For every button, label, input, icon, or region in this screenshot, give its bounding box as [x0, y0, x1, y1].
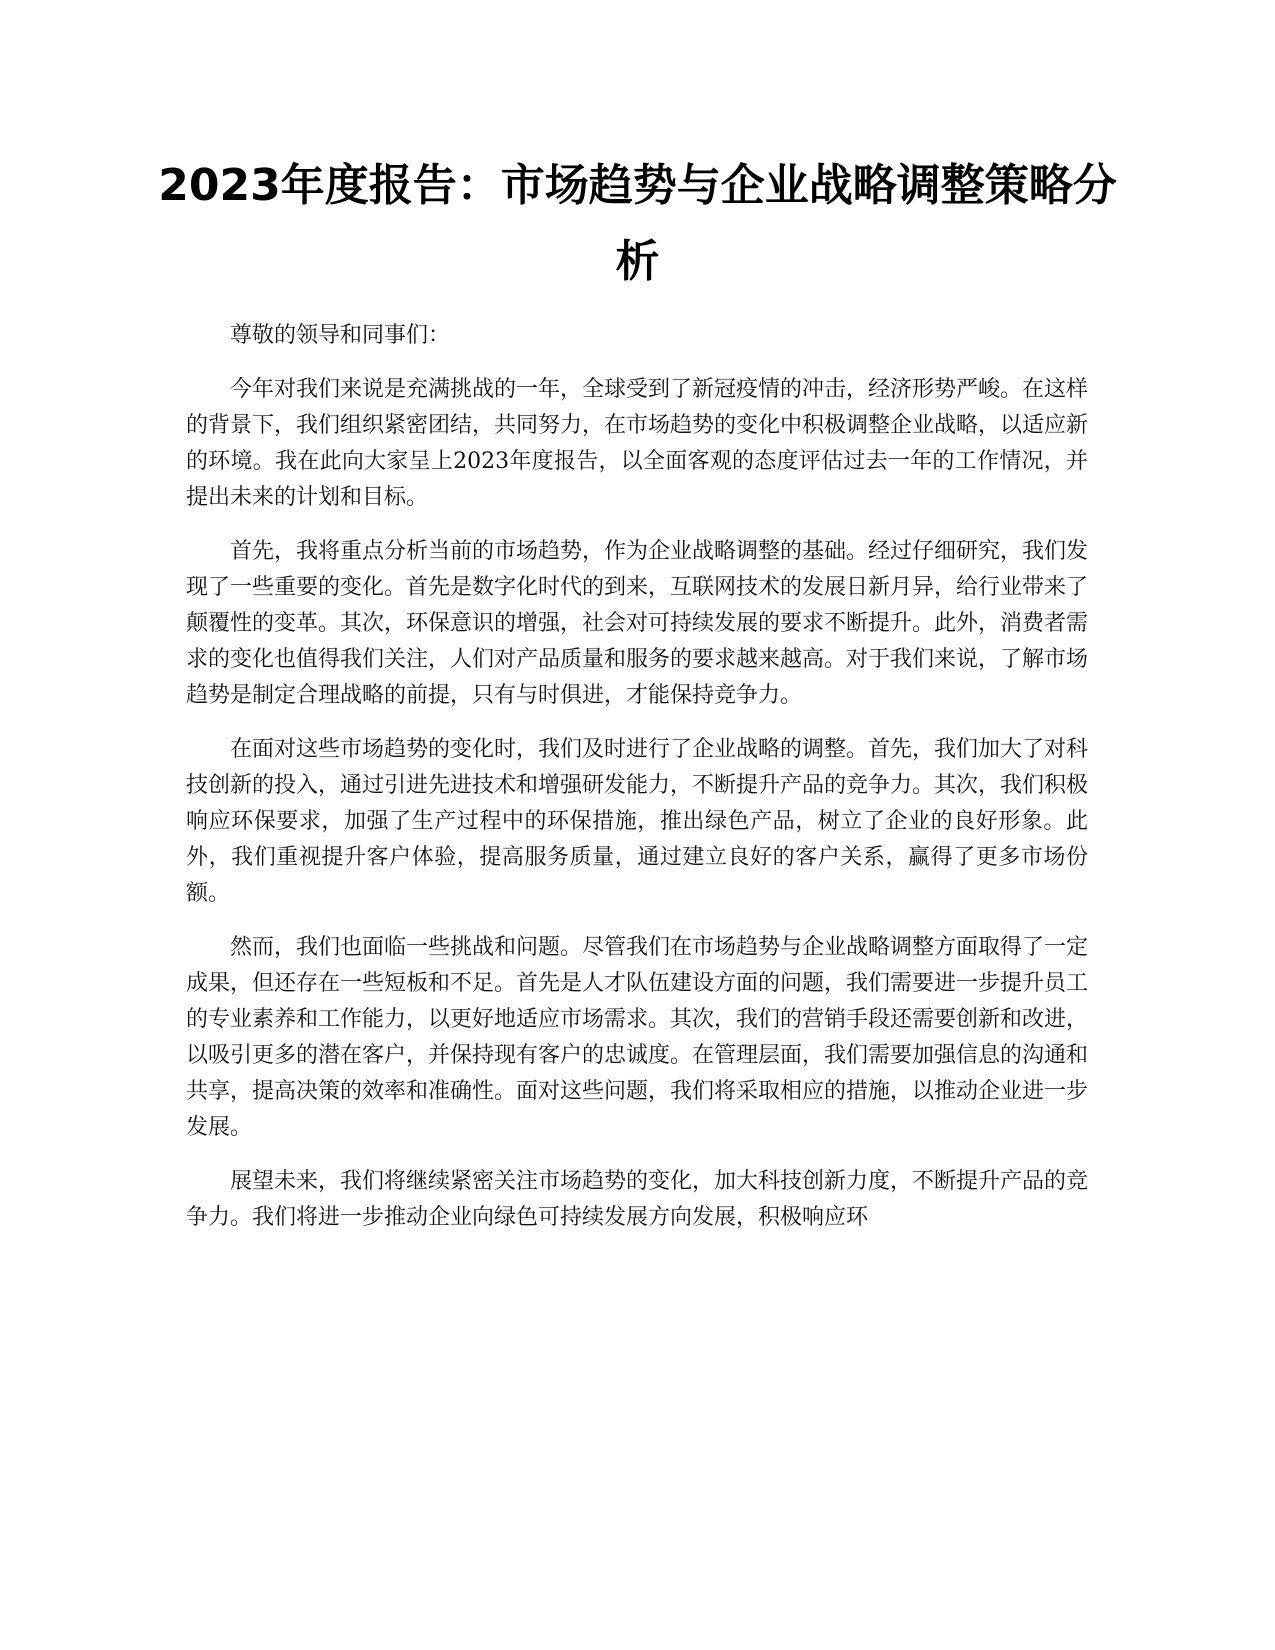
body-paragraph: 在面对这些市场趋势的变化时，我们及时进行了企业战略的调整。首先，我们加大了对科技创新的投入，通过引进先进技术和增强研发能力，不断提升产品的竞争力。其次，我们积极响应环保要求，加强了生产过程中的环保措施，推出绿色产品，树立了企业的良好形象。此外，我们重视提升客户体验，提高服务质量，通过建立良好的客户关系，赢得了更多市场份额。 [186, 737, 1089, 906]
body-paragraph: 今年对我们来说是充满挑战的一年，全球受到了新冠疫情的冲击，经济形势严峻。在这样的背景下，我们组织紧密团结，共同努力，在市场趋势的变化中积极调整企业战略，以适应新的环境。我在此向大家呈上2023年度报告，以全面客观的态度评估过去一年的工作情况，并提出未来的计划和目标。 [186, 377, 1089, 510]
body-paragraph: 展望未来，我们将继续紧密关注市场趋势的变化，加大科技创新力度，不断提升产品的竞争力。我们将进一步推动企业向绿色可持续发展方向发展，积极响应环 [186, 1169, 1089, 1230]
body-paragraph: 首先，我将重点分析当前的市场趋势，作为企业战略调整的基础。经过仔细研究，我们发现了一些重要的变化。首先是数字化时代的到来，互联网技术的发展日新月异，给行业带来了颠覆性的变革。其次，环保意识的增强，社会对可持续发展的要求不断提升。此外，消费者需求的变化也值得我们关注，人们对产品质量和服务的要求越来越高。对于我们来说，了解市场趋势是制定合理战略的前提，只有与时俱进，才能保持竞争力。 [186, 539, 1089, 708]
body-paragraph: 然而，我们也面临一些挑战和问题。尽管我们在市场趋势与企业战略调整方面取得了一定成果，但还存在一些短板和不足。首先是人才队伍建设方面的问题，我们需要进一步提升员工的专业素养和工作能力，以更好地适应市场需求。其次，我们的营销手段还需要创新和改进，以吸引更多的潜在客户，并保持现有客户的忠诚度。在管理层面，我们需要加强信息的沟通和共享，提高决策的效率和准确性。面对这些问题，我们将采取相应的措施，以推动企业进一步发展。 [186, 935, 1089, 1140]
salutation-paragraph: 尊敬的领导和同事们： [230, 323, 451, 348]
document-title: 2023年度报告：市场趋势与企业战略调整策略分析 [158, 160, 1117, 287]
document-body [186, 318, 1088, 1254]
